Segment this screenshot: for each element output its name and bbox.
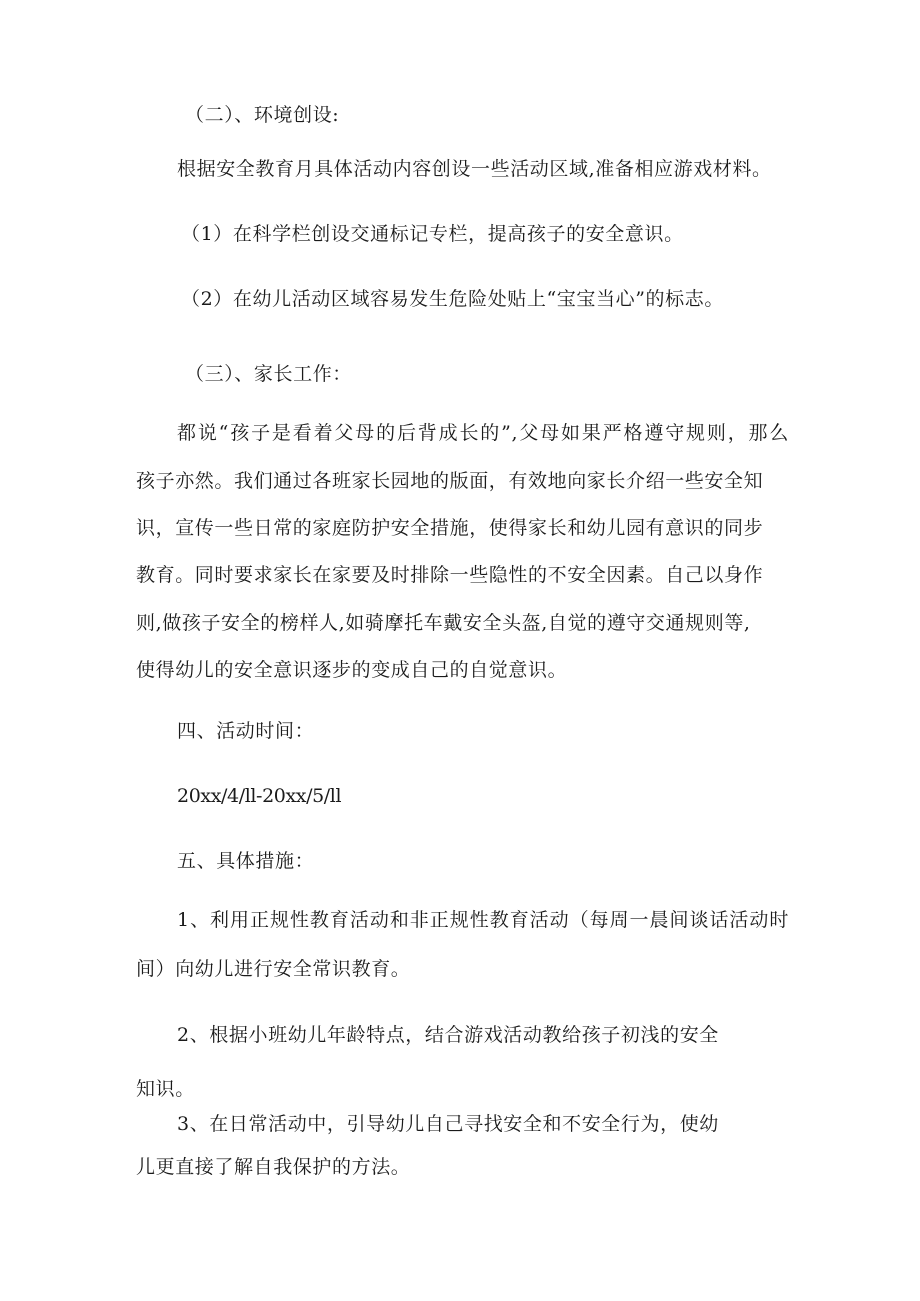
section-time-heading: 四、活动时间： [177, 720, 315, 742]
parents-paragraph-line: 则,做孩子安全的榜样人,如骑摩托车戴安全头盔,自觉的遵守交通规则等, [136, 612, 751, 634]
environment-item-1: （1）在科学栏创设交通标记专栏，提高孩子的安全意识。 [181, 223, 684, 245]
measure-3-line: 3、在日常活动中，引导幼儿自己寻找安全和不安全行为，使幼 [177, 1113, 719, 1135]
measure-3-line: 儿更直接了解自我保护的方法。 [136, 1156, 411, 1178]
environment-intro: 根据安全教育月具体活动内容创设一些活动区域,准备相应游戏材料。 [177, 158, 772, 180]
section-parents-heading: （三）、家长工作： [185, 363, 352, 385]
section-measures-heading: 五、具体措施： [177, 850, 315, 872]
parents-paragraph-line: 都说“孩子是看着父母的后背成长的”,父母如果严格遵守规则，那么 [177, 422, 789, 444]
environment-item-2: （2）在幼儿活动区域容易发生危险处贴上“宝宝当心”的标志。 [181, 288, 724, 310]
measure-2-line: 2、根据小班幼儿年龄特点，结合游戏活动教给孩子初浅的安全 [177, 1024, 719, 1046]
measure-1-line: 间）向幼儿进行安全常识教育。 [136, 958, 411, 980]
measure-2-line: 知识。 [136, 1078, 195, 1100]
parents-paragraph-line: 使得幼儿的安全意识逐步的变成自己的自觉意识。 [136, 659, 568, 681]
parents-paragraph-line: 孩子亦然。我们通过各班家长园地的版面，有效地向家长介绍一些安全知 [136, 470, 764, 492]
activity-time-value: 20xx/4/ll-20xx/5/ll [177, 785, 342, 807]
parents-paragraph-line: 识，宣传一些日常的家庭防护安全措施，使得家长和幼儿园有意识的同步 [136, 517, 764, 539]
measure-1-line: 1、利用正规性教育活动和非正规性教育活动（每周一晨间谈话活动时 [177, 909, 789, 931]
section-environment-heading: （二）、环境创设: [185, 104, 340, 126]
parents-paragraph-line: 教育。同时要求家长在家要及时排除一些隐性的不安全因素。自己以身作 [136, 564, 764, 586]
